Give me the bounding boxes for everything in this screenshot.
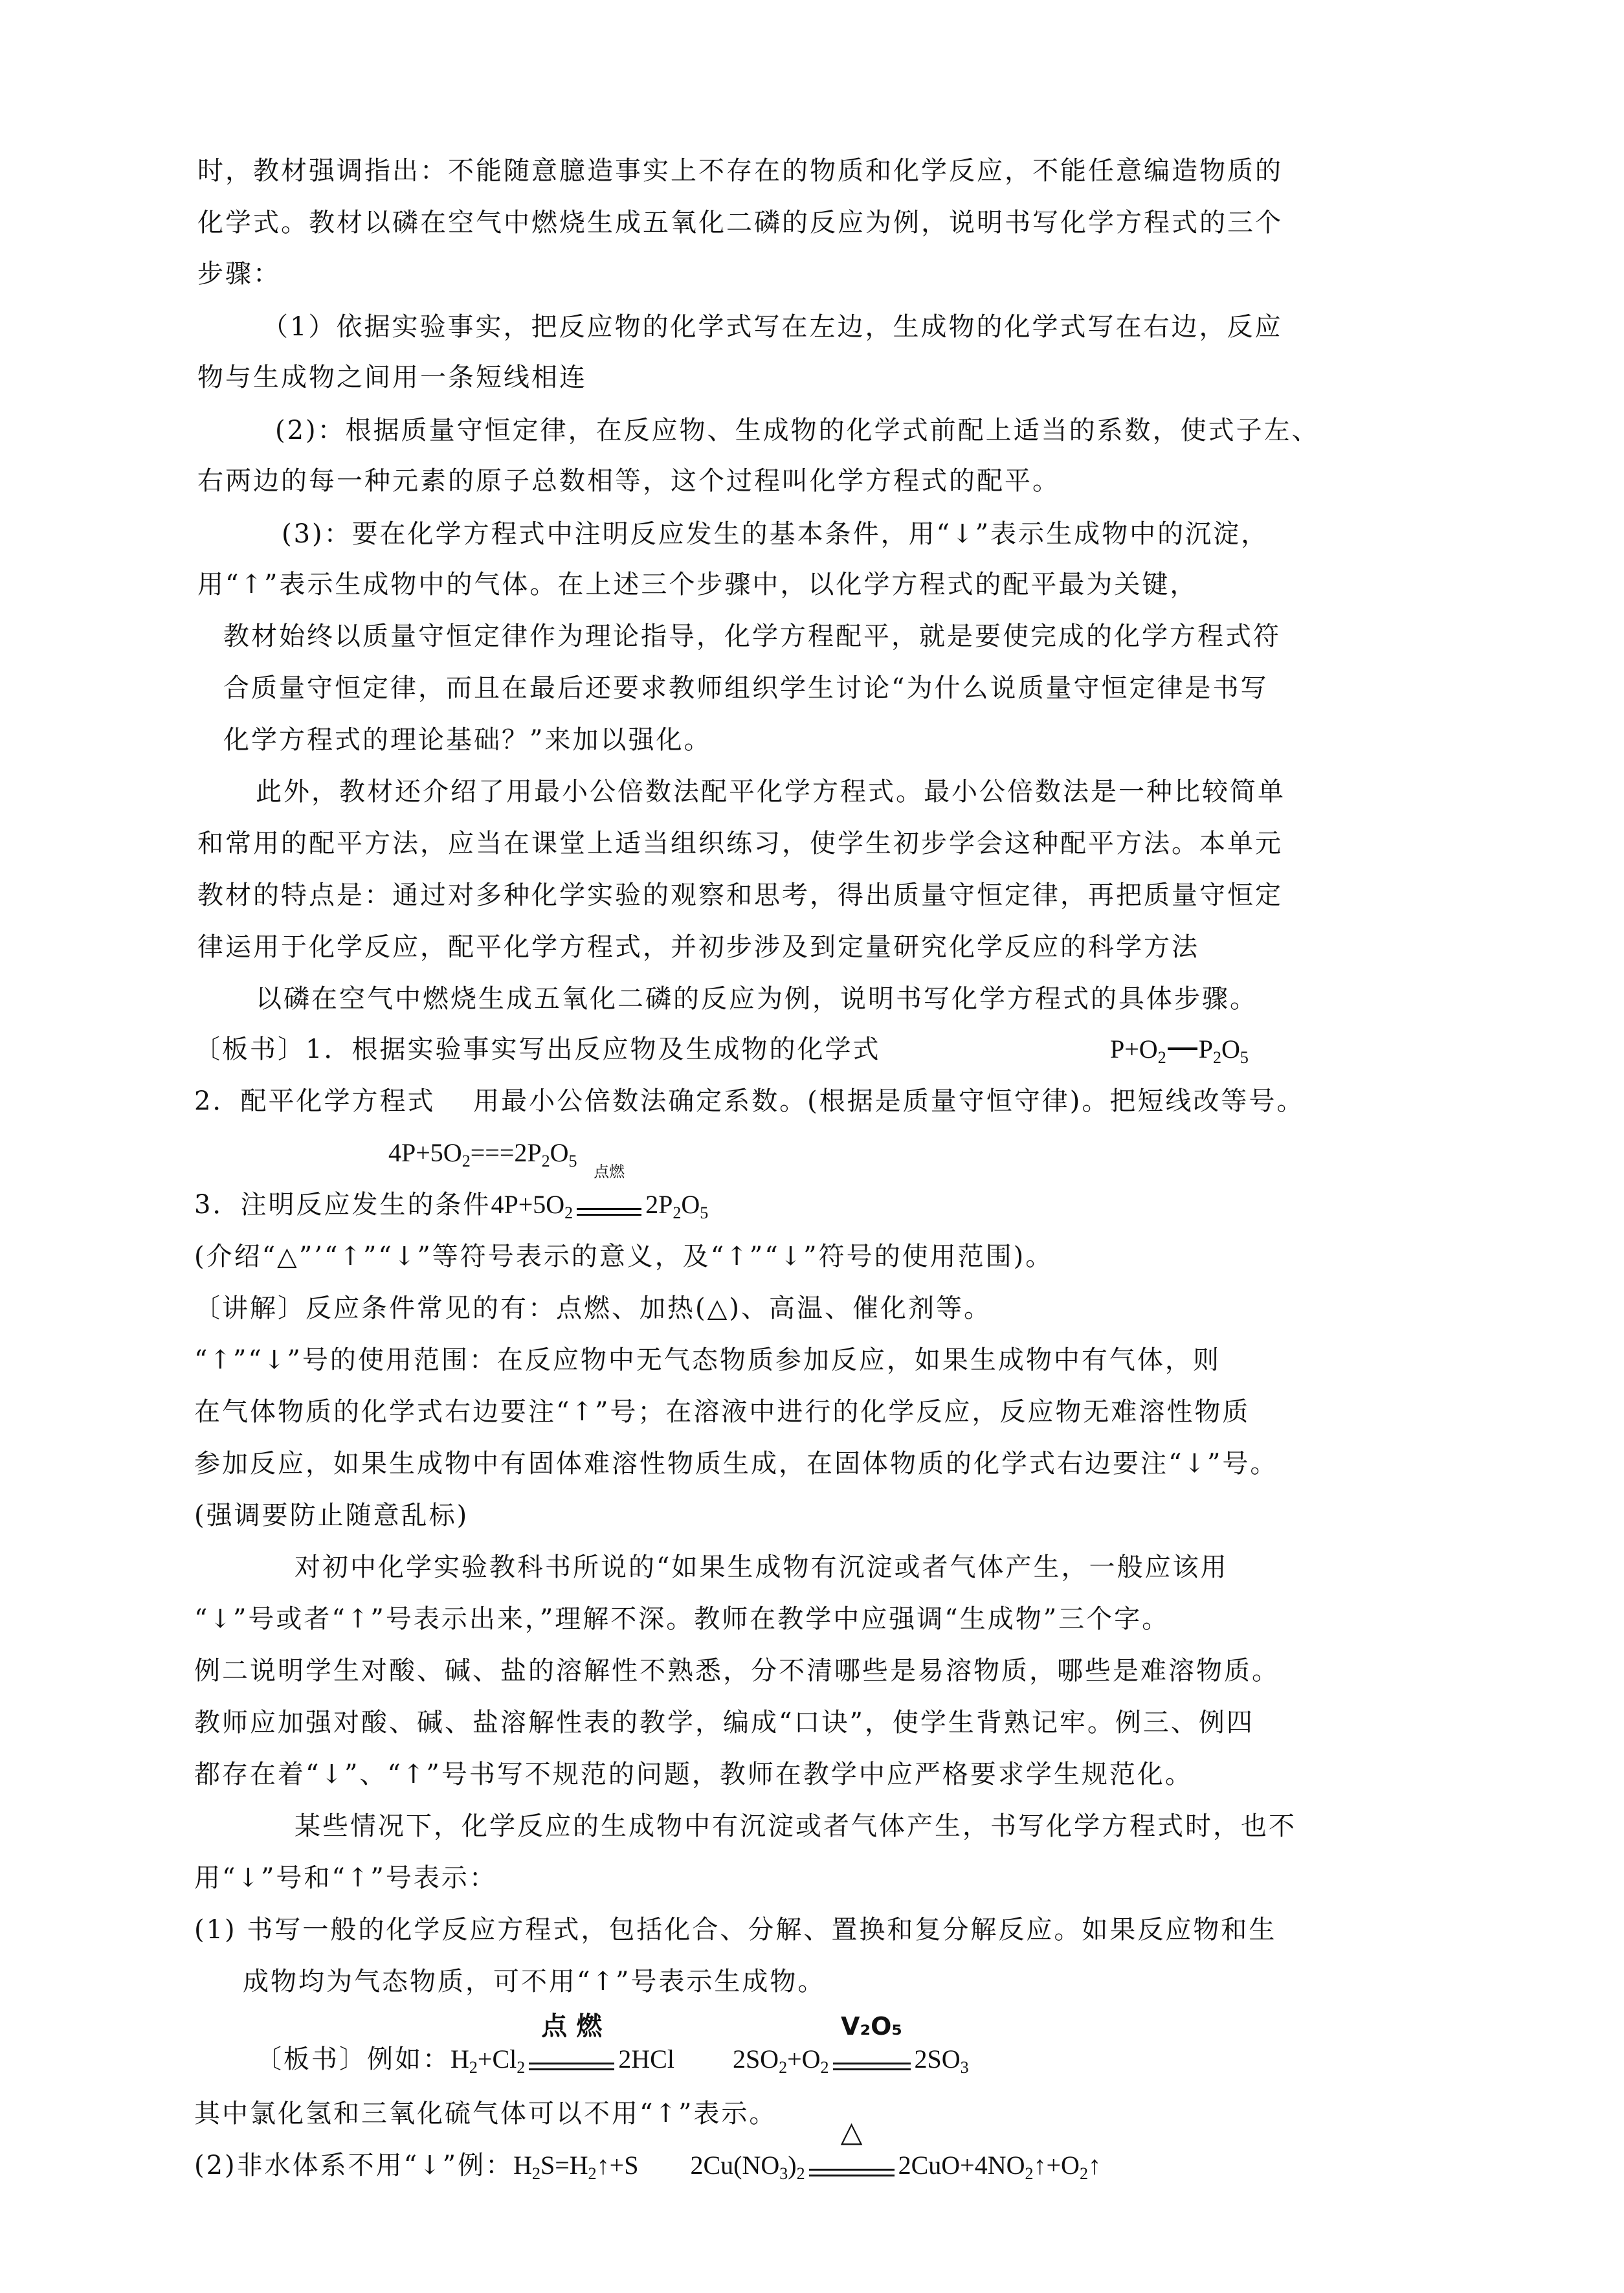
equation: $4P+5O_2$ 点燃 $2P_2O_5$ — [491, 1163, 709, 1222]
text-line: 用“↓”号和“↑”号表示： — [194, 1863, 497, 1893]
text-line: “↑”“↓”号的使用范围：在反应物中无气态物质参加反应，如果生成物中有气体，则 — [194, 1345, 1221, 1375]
text-line: (介绍“△”’“↑”“↓”等符号表示的意义，及“↑”“↓”符号的使用范围)。 — [194, 1242, 1054, 1271]
text-line: 右两边的每一种元素的原子总数相等，这个过程叫化学方程式的配平。 — [197, 466, 1060, 496]
text-line: 用“↑”表示生成物中的气体。在上述三个步骤中，以化学方程式的配平最为关键， — [197, 570, 1198, 599]
text-line: 参加反应，如果生成物中有固体难溶性物质生成，在固体物质的化学式右边要注“↓”号。 — [194, 1449, 1278, 1479]
text-line: 教材始终以质量守恒定律作为理论指导，化学方程配平，就是要使完成的化学方程式符 — [223, 621, 1281, 651]
text-line: (2)：根据质量守恒定律，在反应物、生成物的化学式前配上适当的系数，使式子左、 — [275, 416, 1320, 445]
text-line: 此外，教材还介绍了用最小公倍数法配平化学方程式。最小公倍数法是一种比较简单 — [256, 777, 1285, 807]
equation: $2Cu(NO_3)_2$ △ $2CuO+4NO_2↑+O_2↑$ — [690, 2116, 1101, 2183]
text-line: “↓”号或者“↑”号表示出来，”理解不深。教师在教学中应强调“生成物”三个字。 — [194, 1604, 1170, 1634]
text-line: 教材的特点是：通过对多种化学实验的观察和思考，得出质量守恒定律，再把质量守恒定 — [197, 880, 1283, 910]
text-line: 某些情况下，化学反应的生成物中有沉淀或者气体产生，书写化学方程式时，也不 — [295, 1811, 1296, 1841]
text-line: (强调要防止随意乱标) — [194, 1501, 469, 1530]
text-line: 〔讲解〕反应条件常见的有：点燃、加热(△)、高温、催化剂等。 — [194, 1293, 992, 1323]
text-line: 物与生成物之间用一条短线相连 — [197, 363, 587, 392]
text-line: 对初中化学实验教科书所说的“如果生成物有沉淀或者气体产生，一般应该用 — [295, 1552, 1229, 1582]
text-line: 〔板书〕例如：$H_2+Cl_2$ 点 燃 2HCl $2SO_2+O_2$ V₂O₅ $2SO_3$ — [256, 2011, 969, 2077]
text-line: 律运用于化学反应，配平化学方程式，并初步涉及到定量研究化学反应的科学方法 — [197, 932, 1199, 962]
text-line: 都存在着“↓”、“↑”号书写不规范的问题，教师在教学中应严格要求学生规范化。 — [194, 1760, 1193, 1789]
equation: $4P+5O_2===2P_2O_5$ — [388, 1138, 577, 1170]
text-line: 和常用的配平方法，应当在课堂上适当组织练习，使学生初步学会这种配平方法。本单元 — [197, 829, 1283, 858]
text-line: (2)非水体系不用“↓”例：$H_2S=H_2↑+S$ $2Cu(NO_3)_2$ △ $2CuO+4NO_2↑+O_2↑$ — [194, 2116, 1101, 2183]
text-line: (3)：要在化学方程式中注明反应发生的基本条件，用“↓”表示生成物中的沉淀， — [282, 519, 1269, 549]
text-line: 教师应加强对酸、碱、盐溶解性表的教学，编成“口诀”，使学生背熟记牢。例三、例四 — [194, 1708, 1254, 1738]
text-line: (1) 书写一般的化学反应方程式，包括化合、分解、置换和复分解反应。如果反应物和生 — [194, 1915, 1277, 1945]
text-line: 化学式。教材以磷在空气中燃烧生成五氧化二磷的反应为例，说明书写化学方程式的三个 — [197, 208, 1283, 238]
text-line: 〔板书〕1．根据实验事实写出反应物及生成物的化学式 — [194, 1035, 881, 1064]
equation: $H_2S=H_2↑+S$ — [513, 2151, 639, 2183]
text-line: 化学方程式的理论基础？”来加以强化。 — [223, 725, 712, 755]
equation: $P+O_2$ $P_2O_5$ — [1110, 1035, 1249, 1067]
equation: $2SO_2+O_2$ V₂O₅ $2SO_3$ — [732, 2012, 969, 2077]
text-line: 3．注明反应发生的条件$4P+5O_2$ 点燃 $2P_2O_5$ — [194, 1163, 709, 1222]
text-line: 成物均为气态物质，可不用“↑”号表示生成物。 — [243, 1967, 826, 1997]
text-line: 步骤： — [197, 259, 281, 289]
text-line: 合质量守恒定律，而且在最后还要求教师组织学生讨论“为什么说质量守恒定律是书写 — [223, 673, 1269, 703]
equation: $H_2+Cl_2$ 点 燃 2HCl — [450, 2011, 674, 2077]
text-line: 2．配平化学方程式 用最小公倍数法确定系数。(根据是质量守恒守律)。把短线改等号。 — [194, 1086, 1305, 1116]
text-line: 以磷在空气中燃烧生成五氧化二磷的反应为例，说明书写化学方程式的具体步骤。 — [256, 984, 1258, 1014]
text-line: 例二说明学生对酸、碱、盐的溶解性不熟悉，分不清哪些是易溶物质，哪些是难溶物质。 — [194, 1656, 1280, 1686]
text-line: 在气体物质的化学式右边要注“↑”号；在溶液中进行的化学反应，反应物无难溶性物质 — [194, 1397, 1251, 1427]
text-line: 其中氯化氢和三氧化硫气体可以不用“↑”表示。 — [194, 2099, 777, 2129]
text-line: （1）依据实验事实，把反应物的化学式写在左边，生成物的化学式写在右边，反应 — [262, 312, 1283, 342]
text-line: 时，教材强调指出：不能随意臆造事实上不存在的物质和化学反应，不能任意编造物质的 — [197, 156, 1283, 186]
